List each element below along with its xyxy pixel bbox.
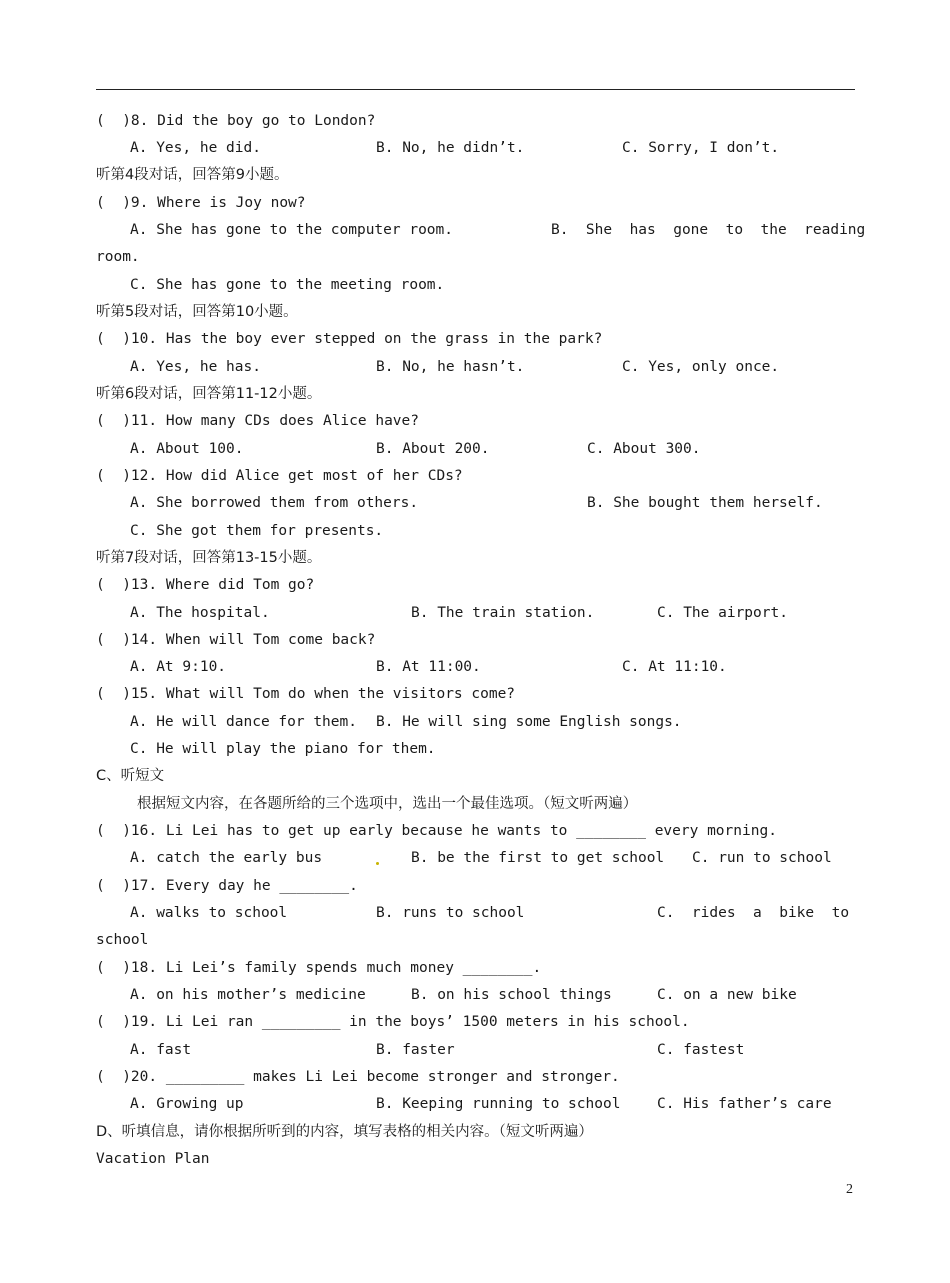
question-19-option-a: A. fast <box>130 1042 192 1058</box>
question-15-option-c: C. He will play the piano for them. <box>130 741 436 757</box>
question-19-option-b: B. faster <box>376 1042 455 1058</box>
header-rule <box>96 89 855 90</box>
question-19-stem: ( )19. Li Lei ran _________ in the boys’ 1500 meters in his school. <box>96 1014 690 1030</box>
part-c-title: C、听短文 <box>96 768 165 784</box>
question-18-option-b: B. on his school things <box>411 987 612 1003</box>
question-9-stem: ( )9. Where is Joy now? <box>96 195 306 211</box>
question-15-option-b: B. He will sing some English songs. <box>376 714 682 730</box>
question-14-option-c: C. At 11:10. <box>622 659 727 675</box>
question-9-option-a: A. She has gone to the computer room. <box>130 222 454 238</box>
question-10-option-a: A. Yes, he has. <box>130 359 261 375</box>
question-11-option-c: C. About 300. <box>587 441 701 457</box>
part-d-title: D、听填信息，请你根据所听到的内容，填写表格的相关内容。（短文听两遍） <box>96 1124 593 1140</box>
question-14-option-b: B. At 11:00. <box>376 659 481 675</box>
question-11-stem: ( )11. How many CDs does Alice have? <box>96 413 420 429</box>
question-16-option-b: B. be the first to get school <box>411 850 665 866</box>
question-10-option-c: C. Yes, only once. <box>622 359 780 375</box>
question-17-stem: ( )17. Every day he ________. <box>96 878 358 894</box>
question-8-option-b: B. No, he didn’t. <box>376 140 525 156</box>
question-18-option-a: A. on his mother’s medicine <box>130 987 366 1003</box>
question-16-option-a: A. catch the early bus <box>130 850 323 866</box>
page-number: 2 <box>846 1182 853 1197</box>
question-17-option-c: C. rides a bike to <box>657 905 850 921</box>
part-c-instruction: 根据短文内容，在各题所给的三个选项中，选出一个最佳选项。（短文听两遍） <box>137 796 638 812</box>
question-13-stem: ( )13. Where did Tom go? <box>96 577 315 593</box>
question-18-option-c: C. on a new bike <box>657 987 797 1003</box>
question-17-option-a: A. walks to school <box>130 905 288 921</box>
question-20-stem: ( )20. _________ makes Li Lei become stronger and stronger. <box>96 1069 620 1085</box>
question-11-option-b: B. About 200. <box>376 441 490 457</box>
question-12-option-b: B. She bought them herself. <box>587 495 823 511</box>
question-14-stem: ( )14. When will Tom come back? <box>96 632 376 648</box>
question-9-option-b: B. She has gone to the reading <box>551 222 866 238</box>
question-12-stem: ( )12. How did Alice get most of her CDs? <box>96 468 463 484</box>
section-6-heading: 听第6段对话，回答第11-12小题。 <box>96 386 322 402</box>
question-13-option-c: C. The airport. <box>657 605 788 621</box>
question-10-stem: ( )10. Has the boy ever stepped on the grass in the park? <box>96 331 603 347</box>
question-8-stem: ( )8. Did the boy go to London? <box>96 113 376 129</box>
section-7-heading: 听第7段对话，回答第13-15小题。 <box>96 550 322 566</box>
question-18-stem: ( )18. Li Lei’s family spends much money ________. <box>96 960 542 976</box>
question-9-option-b-wrap: room. <box>96 249 140 265</box>
question-20-option-b: B. Keeping running to school <box>376 1096 621 1112</box>
question-13-option-b: B. The train station. <box>411 605 595 621</box>
question-10-option-b: B. No, he hasn’t. <box>376 359 525 375</box>
question-16-option-c: C. run to school <box>692 850 832 866</box>
question-11-option-a: A. About 100. <box>130 441 244 457</box>
question-12-option-c: C. She got them for presents. <box>130 523 384 539</box>
question-20-option-c: C. His father’s care <box>657 1096 832 1112</box>
question-13-option-a: A. The hospital. <box>130 605 270 621</box>
question-12-option-a: A. She borrowed them from others. <box>130 495 419 511</box>
stray-mark <box>376 862 379 865</box>
question-16-stem: ( )16. Li Lei has to get up early because he wants to ________ every morning. <box>96 823 777 839</box>
question-19-option-c: C. fastest <box>657 1042 745 1058</box>
question-20-option-a: A. Growing up <box>130 1096 244 1112</box>
question-15-stem: ( )15. What will Tom do when the visitors come? <box>96 686 516 702</box>
section-5-heading: 听第5段对话，回答第10小题。 <box>96 304 298 320</box>
question-8-option-a: A. Yes, he did. <box>130 140 261 156</box>
question-15-option-a: A. He will dance for them. <box>130 714 357 730</box>
section-4-heading: 听第4段对话，回答第9小题。 <box>96 167 289 183</box>
question-14-option-a: A. At 9:10. <box>130 659 227 675</box>
question-17-option-c-wrap: school <box>96 932 149 948</box>
question-17-option-b: B. runs to school <box>376 905 525 921</box>
question-8-option-c: C. Sorry, I don’t. <box>622 140 780 156</box>
question-9-option-c: C. She has gone to the meeting room. <box>130 277 445 293</box>
vacation-plan-title: Vacation Plan <box>96 1151 210 1167</box>
